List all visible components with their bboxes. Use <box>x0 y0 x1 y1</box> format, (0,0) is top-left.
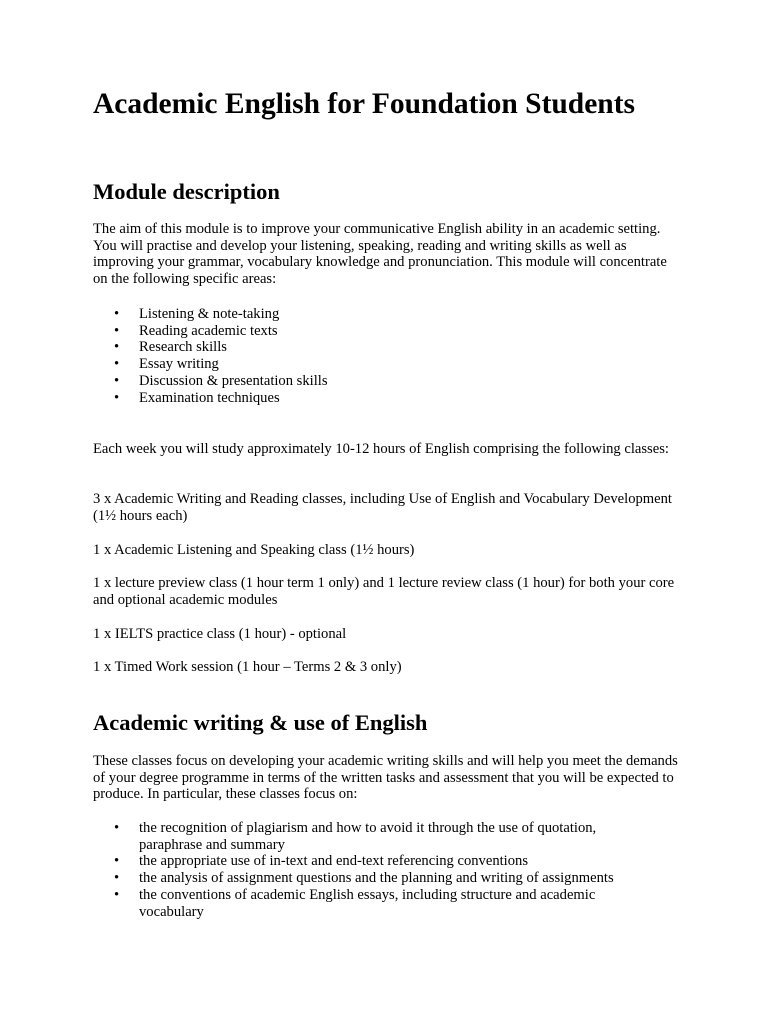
document-title: Academic English for Foundation Students <box>93 88 636 120</box>
module-description-intro: The aim of this module is to improve your communicative English ability in an academic setting. You will practise and develop your listening, speaking, reading and writing skills as well as improving your grammar, vocabulary knowledge and pronunciation. This module will concentrate on the following specific areas: <box>93 221 667 288</box>
class-item-writing-reading: 3 x Academic Writing and Reading classes, including Use of English and Vocabulary Development (1½ hours each) <box>93 491 672 524</box>
academic-writing-intro: These classes focus on developing your academic writing skills and will help you meet the demands of your degree programme in terms of the written tasks and assessment that you will be expected to produce. In particular, these classes focus on: <box>93 753 678 803</box>
weekly-intro: Each week you will study approximately 10-12 hours of English comprising the following classes: <box>93 441 669 457</box>
list-item: • Research skills <box>93 339 493 356</box>
list-item: • the recognition of plagiarism and how to avoid it through the use of quotation, paraphrase and summary <box>93 820 653 853</box>
list-item: • the analysis of assignment questions and the planning and writing of assignments <box>93 870 653 887</box>
focus-list <box>93 820 653 920</box>
module-description-heading: Module description <box>93 179 280 204</box>
class-item-listening-speaking: 1 x Academic Listening and Speaking class (1½ hours) <box>93 542 415 558</box>
list-item: • the conventions of academic English essays, including structure and academic vocabulary <box>93 887 653 920</box>
list-item: • the appropriate use of in-text and end-text referencing conventions <box>93 853 653 870</box>
list-item: • Reading academic texts <box>93 323 493 340</box>
academic-writing-heading: Academic writing & use of English <box>93 710 428 735</box>
list-item: • Examination techniques <box>93 390 493 407</box>
class-item-timed-work: 1 x Timed Work session (1 hour – Terms 2 & 3 only) <box>93 659 402 675</box>
class-item-ielts: 1 x IELTS practice class (1 hour) - optional <box>93 626 347 642</box>
list-item: • Discussion & presentation skills <box>93 373 493 390</box>
class-item-lecture: 1 x lecture preview class (1 hour term 1 only) and 1 lecture review class (1 hour) for both your core and optional academic modules <box>93 575 675 608</box>
list-item: • Listening & note-taking <box>93 306 493 323</box>
list-item: • Essay writing <box>93 356 493 373</box>
areas-list <box>93 306 493 406</box>
